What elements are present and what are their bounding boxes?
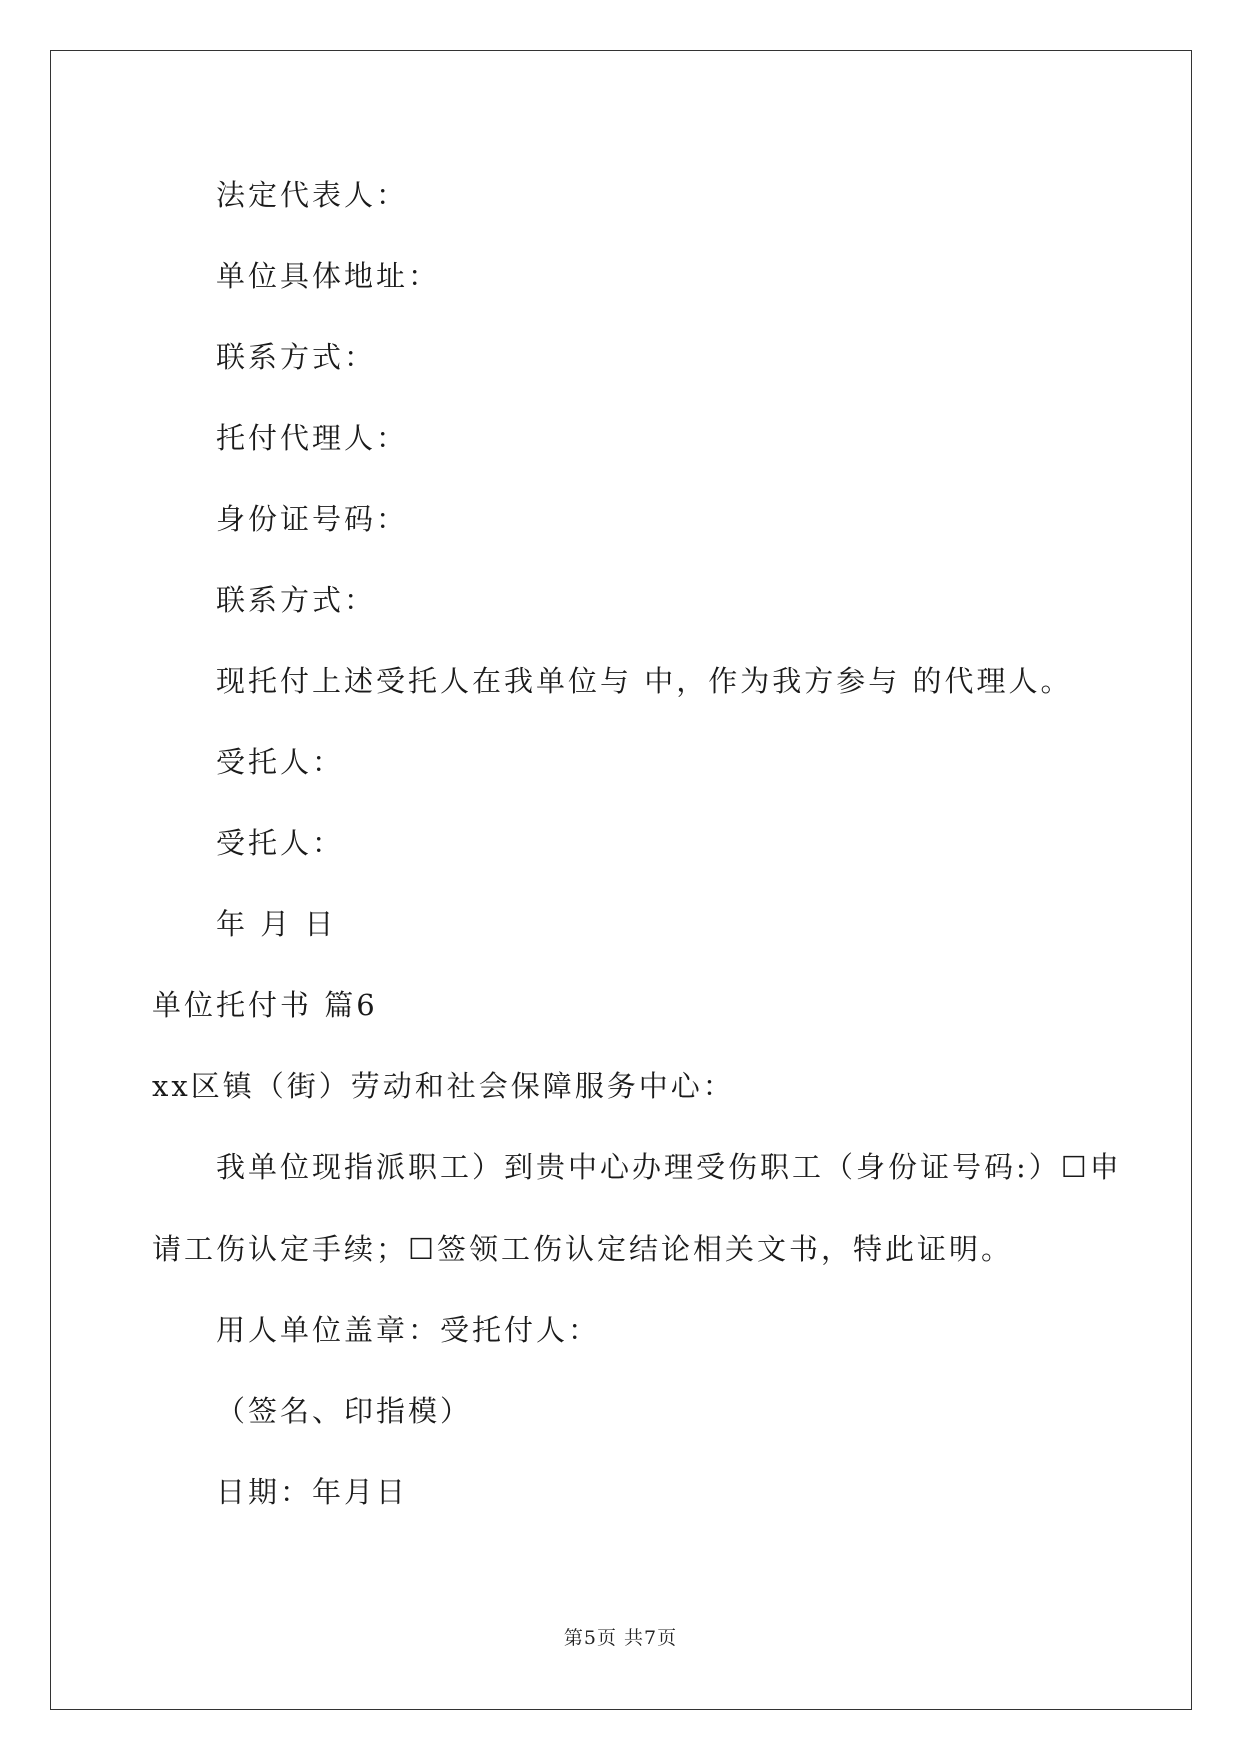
section-heading: 单位托付书 篇6 [152,988,378,1022]
body-paragraph-line-1: 我单位现指派职工）到贵中心办理受伤职工（身份证号码:）☐申 [216,1150,1122,1184]
body-paragraph-line-2: 请工伤认定手续；☐签领工伤认定结论相关文书，特此证明。 [152,1232,1013,1266]
contact-line: 联系方式： [216,340,377,374]
id-number-line: 身份证号码： [216,502,409,536]
addressee-line: xx区镇（街）劳动和社会保障服务中心： [152,1069,735,1103]
date-line-2: 日期：年月日 [216,1475,409,1509]
authorization-statement: 现托付上述受托人在我单位与 中，作为我方参与 的代理人。 [216,664,1073,698]
page-border [50,50,1192,1710]
trustee-line: 受托人： [216,745,345,779]
trustee-line-2: 受托人： [216,826,345,860]
signature-note: （签名、印指模） [216,1394,473,1428]
contact-line-2: 联系方式： [216,583,377,617]
signature-line: 用人单位盖章：受托付人： [216,1313,601,1347]
agent-line: 托付代理人： [216,421,409,455]
unit-address-line: 单位具体地址： [216,259,441,293]
legal-representative-line: 法定代表人： [216,178,409,212]
date-line-1: 年 月 日 [216,907,337,941]
page-number-footer: 第5页 共7页 [563,1627,678,1649]
